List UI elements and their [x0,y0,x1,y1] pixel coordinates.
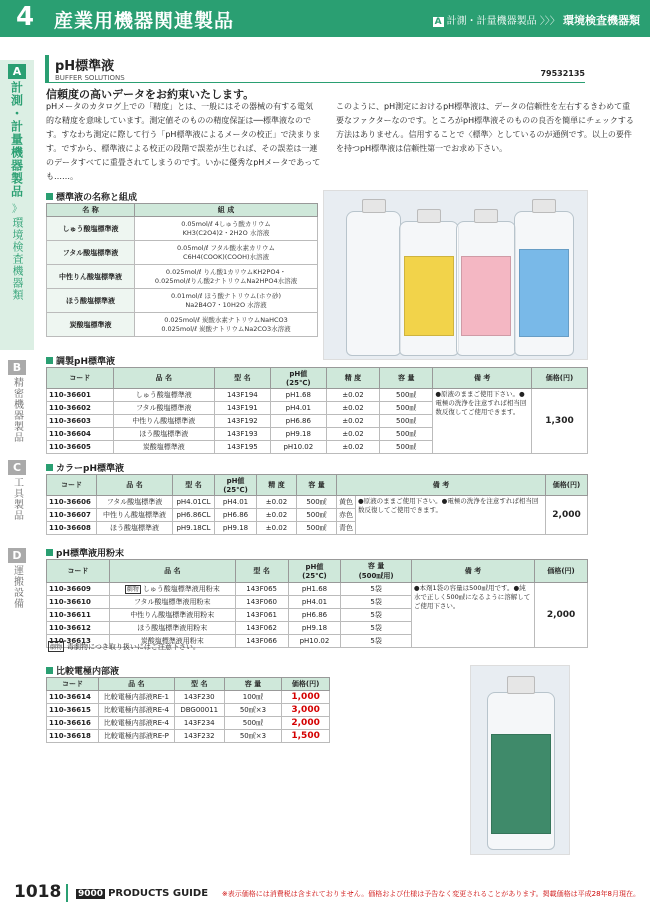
cell-code: 110-36601 [47,389,114,402]
cell-color: 赤色 [337,509,356,522]
cell-model: 143F065 [235,583,288,596]
guide-logo: 9000 [78,889,104,899]
section-color: カラーpH標準液 [46,461,124,474]
section-powder: pH標準液用粉末 [46,546,124,559]
color-table [46,474,588,535]
prepared-table [46,367,588,454]
cell-price: 1,500 [282,730,330,743]
comp-formula: 0.05mol/ℓ 4しゅう酸カリウム KH3(C2O4)2・2H2O 水溶液 [135,217,318,241]
cell-code: 110-36615 [47,704,99,717]
col-code: コード [47,678,99,691]
guide-label: PRODUCTS GUIDE [108,888,209,899]
col-ph: pH値 (25℃) [288,560,341,583]
crumb-separator: 〉〉〉 [539,16,560,27]
cell-acc: ±0.02 [257,522,297,535]
cell-ph: pH4.01 [270,402,326,415]
cell-vol: 500㎖ [224,717,282,730]
cell-ph: pH1.68 [270,389,326,402]
cell-price: 1,000 [282,691,330,704]
cell-vol: 500㎖ [380,428,433,441]
product-title-bar [45,55,585,83]
cell-model: pH6.86CL [173,509,215,522]
comp-name: しゅう酸塩標準液 [47,217,135,241]
label-pink [461,256,511,336]
intro-right: このように、pH測定におけるpH標準液は、データの信頼性を左右するきわめて重要なファクターなのです。ところがpH標準液そのものの良否を簡単にチェックする方法はありません。信用することで〈標準〉としているのが通例です。以上の要件を持つpH標準液は信頼性第一でお求め下さい。 [336,102,634,153]
cell-ph: pH9.18 [288,622,341,635]
cell-acc: ±0.02 [257,496,297,509]
cell-code: 110-36607 [47,509,97,522]
poison-mark: 劇物 [126,586,139,593]
chapter-number: 4 [16,2,35,32]
intro-left: pHメータのカタログ上での「精度」とは、一般にはその器械の有する電気的な精度を意味しています。測定値そのものの精度保証は──標準液なのです。すなわち測定に際して行う「pH標準液によるメータの校正」で決まります。ですから、標準液による校正の段階で誤差が生じれば、その誤差は一連のデータすべてに重畳されてしまうのです。いかに優秀なpHメータであっても……。 [46,102,321,181]
cell-name: 中性りん酸塩標準液用粉末 [109,609,235,622]
comp-formula: 0.025mol/ℓ 炭酸水素ナトリウムNaHCO3 0.025mol/ℓ 炭酸ナトリウムNa2CO3水溶液 [135,313,318,337]
cell-vol: 500㎖ [380,389,433,402]
sidebar-section-a[interactable] [0,60,34,350]
comp-formula: 0.05mol/ℓ フタル酸水素カリウム C6H4(COOK)(COOH)水溶液 [135,241,318,265]
cell-ph: pH6.86 [270,415,326,428]
bottle-cap [362,199,386,213]
cell-name: ほう酸塩標準液用粉末 [109,622,235,635]
sidebar-tag-b: B [8,360,26,375]
cell-name: しゅう酸塩標準液 [113,389,214,402]
page-footer [0,870,650,919]
cell-name: 比較電極内部液RE-P [98,730,174,743]
guide-title [76,888,208,899]
powder-table [46,559,588,648]
cell-code: 110-36602 [47,402,114,415]
cell-code: 110-36618 [47,730,99,743]
cell-name: 比較電極内部液RE-4 [98,717,174,730]
col-code: コード [47,368,114,389]
sidebar-label-c: 工具製品 [11,477,23,521]
col-price: 価格(円) [282,678,330,691]
label-blue [519,249,569,337]
cell-name: フタル酸塩標準液用粉末 [109,596,235,609]
col-price: 価格(円) [546,475,588,496]
bottle-cap [417,209,441,223]
table-row [47,496,588,509]
cell-name: 炭酸塩標準液 [113,441,214,454]
section-electrode: 比較電極内部液 [46,664,119,677]
cell-vol: 500㎖ [380,415,433,428]
cell-ph: pH10.02 [270,441,326,454]
cell-name: しゅう酸塩標準液用粉末 [142,585,220,593]
cell-vol: 5袋 [341,609,411,622]
table-row [47,313,318,337]
col-volume: 容 量 (500㎖用) [341,560,411,583]
cell-code: 110-36614 [47,691,99,704]
cell-note: ●原液のままご使用下さい。●電極の洗浄を注意すれば相当回数反復してご使用できます。 [433,389,532,454]
col-product: 品 名 [97,475,173,496]
cell-acc: ±0.02 [326,402,379,415]
col-accuracy: 精 度 [326,368,379,389]
bottle-cap [507,676,535,694]
section-prepared: 調製pH標準液 [46,354,115,367]
cell-model: 143F060 [235,596,288,609]
cell-note: ●原液のままご使用下さい。●電極の洗浄を注意すれば相当回数反復してご使用できます。 [356,496,546,535]
comp-formula: 0.025mol/ℓ りん酸1カリウムKH2PO4・ 0.025mol/ℓりん酸2ナトリウムNa2HPO4水溶液 [135,265,318,289]
cell-model: 143F192 [214,415,270,428]
table-row [47,389,588,402]
crumb-box: A [434,17,442,27]
cell-ph: pH6.86 [215,509,257,522]
col-model: 型 名 [173,475,215,496]
sidebar-section-d[interactable] [0,544,34,632]
cell-model: 143F062 [235,622,288,635]
composition-table [46,203,318,337]
sidebar-tag-a: A [8,64,26,79]
cell-ph: pH9.18 [215,522,257,535]
col-code: コード [47,560,110,583]
cell-vol: 5袋 [341,635,411,648]
cell-price: 3,000 [282,704,330,717]
col-volume: 容 量 [380,368,433,389]
disclaimer: ※表示価格には消費税は含まれておりません。価格および仕様は予告なく変更されることがあります。掲載価格は平成28年8月現在。 [221,890,640,898]
cell-name: ほう酸塩標準液 [113,428,214,441]
poison-note: 毒劇物につき取り扱いにはご注意下さい。 [67,643,200,651]
sidebar-label-b: 精密機器製品 [11,377,23,443]
sidebar-section-b[interactable] [0,356,34,450]
cell-code: 110-36609 [47,583,110,596]
cell-code: 110-36611 [47,609,110,622]
cell-price: 2,000 [535,583,588,648]
table-row [47,241,318,265]
col-note: 備 考 [433,368,532,389]
table-row [47,730,330,743]
sidebar-sub-a: 環境検査機器類 [11,217,24,301]
cell-code: 110-36605 [47,441,114,454]
product-title-en: BUFFER SOLUTIONS [55,74,125,82]
table-row [47,265,318,289]
cell-name: 比較電極内部液RE-4 [98,704,174,717]
product-photo-electrode-solution [470,665,570,855]
product-code: 79532135 [540,69,585,78]
cell-vol: 500㎖ [380,402,433,415]
comp-name: ほう酸塩標準液 [47,289,135,313]
cell-ph: pH9.18 [270,428,326,441]
cell-note: ●本剤1袋の容量は500㎖用です。●純水で正しく500㎖になるように溶解してご使用下さい。 [411,583,534,648]
sidebar-label-d: 運搬設備 [11,565,23,609]
cell-name: ほう酸塩標準液 [97,522,173,535]
cell-vol: 50㎖×3 [224,730,282,743]
cell-name: 中性りん酸塩標準液 [97,509,173,522]
breadcrumb [433,12,640,28]
table-row [47,289,318,313]
label-green [491,734,551,834]
col-model: 型 名 [214,368,270,389]
cell-acc: ±0.02 [326,428,379,441]
product-title: pH標準液 [55,59,115,74]
cell-vol: 50㎖×3 [224,704,282,717]
cell-vol: 500㎖ [297,522,337,535]
col-accuracy: 精 度 [257,475,297,496]
col-ph: pH値 (25℃) [270,368,326,389]
chapter-title: 産業用機器関連製品 [54,10,235,32]
crumb-category[interactable]: 計測・計量機器製品 [446,16,537,27]
bottle-cap [532,199,556,213]
chevron-down-icon: 》 [12,204,22,215]
cell-name: 比較電極内部液RE-1 [98,691,174,704]
cell-vol: 500㎖ [380,441,433,454]
sidebar-tag-d: D [8,548,26,563]
cell-model: 143F191 [214,402,270,415]
table-row [47,217,318,241]
cell-acc: ±0.02 [326,389,379,402]
cell-code: 110-36613 [47,635,110,648]
cell-code: 110-36612 [47,622,110,635]
col-volume: 容 量 [297,475,337,496]
label-yellow [404,256,454,336]
poison-warning [48,641,200,652]
cell-price: 2,000 [546,496,588,535]
section-composition: 標準液の名称と組成 [46,190,137,203]
chapter-header [0,0,650,37]
cell-price: 2,000 [282,717,330,730]
col-model: 型 名 [235,560,288,583]
cell-code: 110-36616 [47,717,99,730]
cell-code: 110-36604 [47,428,114,441]
cell-color: 黄色 [337,496,356,509]
table-row [47,717,330,730]
cell-acc: ±0.02 [257,509,297,522]
cell-model: pH9.18CL [173,522,215,535]
cell-acc: ±0.02 [326,415,379,428]
bottle-clear [346,211,401,356]
col-product: 品 名 [113,368,214,389]
col-formula: 組 成 [135,204,318,217]
cell-model: 143F194 [214,389,270,402]
page-number: 1018 [14,882,62,902]
cell-ph: pH10.02 [288,635,341,648]
cell-vol: 500㎖ [297,496,337,509]
cell-vol: 100㎖ [224,691,282,704]
cell-model: 143F195 [214,441,270,454]
poison-icon: 劇物 [48,641,64,652]
comp-name: 炭酸塩標準液 [47,313,135,337]
cell-color: 青色 [337,522,356,535]
cell-ph: pH4.01 [288,596,341,609]
col-price: 価格(円) [531,368,587,389]
cell-model: 143F232 [174,730,224,743]
col-volume: 容 量 [224,678,282,691]
col-product: 品 名 [98,678,174,691]
col-name: 名 称 [47,204,135,217]
comp-formula: 0.01mol/ℓ ほう酸ナトリウム(ホウ砂) Na2B4O7・10H2O 水溶液 [135,289,318,313]
footer-divider [66,884,68,902]
cell-vol: 5袋 [341,596,411,609]
sidebar-label-a: 計測・計量機器製品 [9,81,24,198]
cell-model: 143F061 [235,609,288,622]
lead-text: 信頼度の高いデータをお約束いたします。 [46,88,255,101]
cell-ph: pH4.01 [215,496,257,509]
cell-vol: 5袋 [341,622,411,635]
electrode-table [46,677,330,743]
cell-code: 110-36608 [47,522,97,535]
cell-model: 143F234 [174,717,224,730]
table-row [47,704,330,717]
product-photo-bottles [323,190,588,360]
cell-model: 143F193 [214,428,270,441]
cell-vol: 500㎖ [297,509,337,522]
cell-name: フタル酸塩標準液 [113,402,214,415]
cell-model: 143F066 [235,635,288,648]
sidebar-tag-c: C [8,460,26,475]
cell-price: 1,300 [531,389,587,454]
col-product: 品 名 [109,560,235,583]
col-note: 備 考 [337,475,546,496]
comp-name: フタル酸塩標準液 [47,241,135,265]
sidebar-section-c[interactable] [0,456,34,538]
col-note: 備 考 [411,560,534,583]
cell-name: フタル酸塩標準液 [97,496,173,509]
cell-name: 炭酸塩標準液用粉末 [109,635,235,648]
cell-ph: pH1.68 [288,583,341,596]
cell-model: DBG00011 [174,704,224,717]
table-row [47,691,330,704]
bottle-cap [474,209,498,223]
cell-code: 110-36603 [47,415,114,428]
cell-acc: ±0.02 [326,441,379,454]
col-price: 価格(円) [535,560,588,583]
col-code: コード [47,475,97,496]
cell-name: 中性りん酸塩標準液 [113,415,214,428]
cell-ph: pH6.86 [288,609,341,622]
cell-code: 110-36606 [47,496,97,509]
table-row [47,583,588,596]
crumb-current: 環境検査機器類 [563,14,640,27]
col-ph: pH値 (25℃) [215,475,257,496]
comp-name: 中性りん酸塩標準液 [47,265,135,289]
cell-vol: 5袋 [341,583,411,596]
cell-model: pH4.01CL [173,496,215,509]
col-model: 型 名 [174,678,224,691]
cell-model: 143F230 [174,691,224,704]
cell-code: 110-36610 [47,596,110,609]
